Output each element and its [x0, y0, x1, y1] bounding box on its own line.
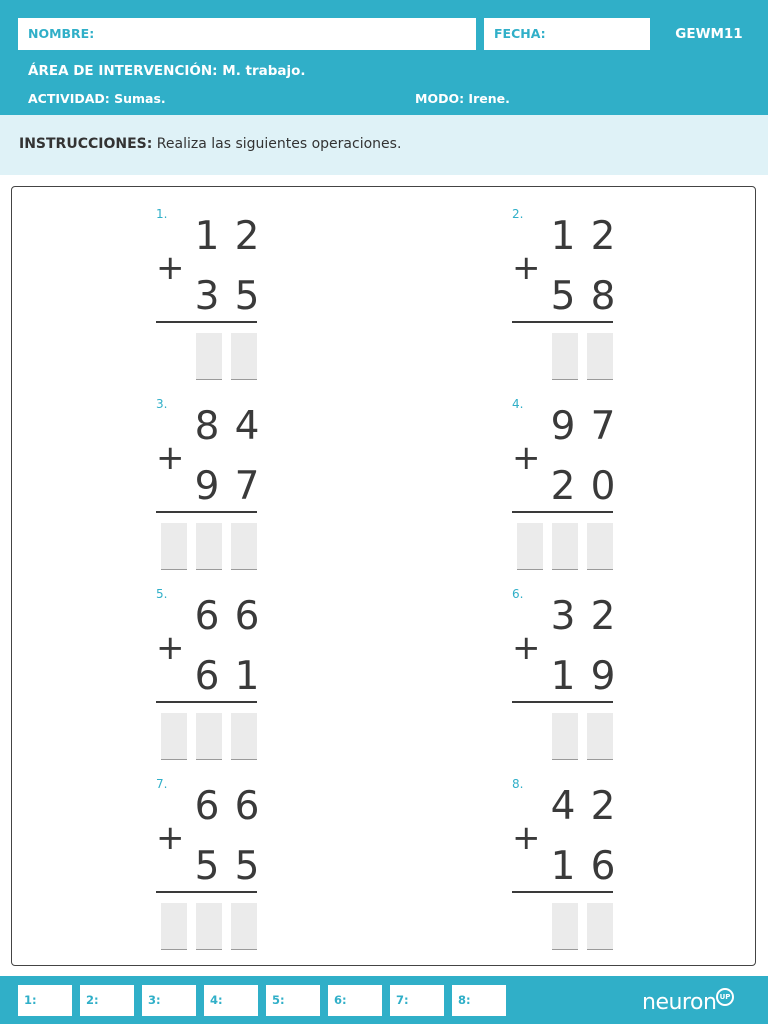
- answer-summary-label: 4:: [210, 993, 223, 1007]
- digit: 9: [194, 464, 220, 509]
- first-addend: [548, 785, 618, 829]
- digit: 1: [550, 214, 576, 259]
- answer-digit-box[interactable]: [161, 713, 187, 760]
- footer-bar: [0, 976, 768, 1024]
- digit: 6: [234, 594, 260, 639]
- digit: 6: [234, 784, 260, 829]
- plus-sign: +: [156, 248, 185, 288]
- exercise-panel: [11, 186, 756, 966]
- answer-digit-box[interactable]: [587, 713, 613, 760]
- fecha-label: FECHA:: [494, 26, 546, 41]
- answer-digit-box[interactable]: [231, 903, 257, 950]
- answer-digit-box[interactable]: [231, 523, 257, 570]
- problem-number: 1.: [156, 207, 168, 221]
- problem-number: 6.: [512, 587, 524, 601]
- answer-digit-box[interactable]: [587, 333, 613, 380]
- answer-boxes: [517, 903, 617, 949]
- answer-summary-label: 3:: [148, 993, 161, 1007]
- digit: 9: [590, 654, 616, 699]
- logo-text: neuron: [642, 990, 717, 1015]
- answer-summary-label: 8:: [458, 993, 471, 1007]
- answer-digit-box[interactable]: [552, 523, 578, 570]
- digit: 6: [194, 654, 220, 699]
- digit: 7: [590, 404, 616, 449]
- second-addend: [192, 655, 262, 699]
- answer-summary-field[interactable]: [390, 985, 444, 1016]
- plus-sign: +: [156, 818, 185, 858]
- sum-line: [156, 701, 257, 703]
- digit: 9: [550, 404, 576, 449]
- answer-boxes: [517, 713, 617, 759]
- second-addend: [548, 655, 618, 699]
- answer-digit-box[interactable]: [196, 523, 222, 570]
- answer-digit-box[interactable]: [196, 713, 222, 760]
- answer-digit-box[interactable]: [196, 903, 222, 950]
- digit: 2: [590, 784, 616, 829]
- addition-problem: [512, 189, 632, 369]
- nombre-label: NOMBRE:: [28, 26, 95, 41]
- digit: 1: [550, 844, 576, 889]
- instructions-text: Realiza las siguientes operaciones.: [152, 136, 402, 152]
- problem-number: 4.: [512, 397, 524, 411]
- second-addend: [192, 465, 262, 509]
- answer-summary-field[interactable]: [18, 985, 72, 1016]
- instructions-bar: [0, 115, 768, 175]
- answer-digit-box[interactable]: [231, 333, 257, 380]
- answer-summary-label: 6:: [334, 993, 347, 1007]
- answer-boxes: [161, 333, 261, 379]
- addition-problem: [156, 379, 276, 559]
- answer-summary-field[interactable]: [266, 985, 320, 1016]
- modo-label: MODO: Irene.: [415, 91, 510, 106]
- instructions-label: INSTRUCCIONES:: [19, 136, 153, 152]
- answer-summary-label: 5:: [272, 993, 285, 1007]
- answer-boxes: [161, 713, 261, 759]
- digit: 3: [550, 594, 576, 639]
- answer-digit-box[interactable]: [587, 903, 613, 950]
- addition-problem: [512, 379, 632, 559]
- plus-sign: +: [512, 248, 541, 288]
- sum-line: [156, 891, 257, 893]
- digit: 5: [234, 274, 260, 319]
- second-addend: [192, 845, 262, 889]
- answer-summary-label: 2:: [86, 993, 99, 1007]
- first-addend: [548, 215, 618, 259]
- plus-sign: +: [512, 628, 541, 668]
- digit: 6: [194, 784, 220, 829]
- digit: 7: [234, 464, 260, 509]
- second-addend: [192, 275, 262, 319]
- digit: 1: [194, 214, 220, 259]
- answer-digit-box[interactable]: [552, 333, 578, 380]
- answer-boxes: [161, 903, 261, 949]
- answer-digit-box[interactable]: [552, 903, 578, 950]
- digit: 2: [590, 214, 616, 259]
- digit: 4: [550, 784, 576, 829]
- digit: 3: [194, 274, 220, 319]
- plus-sign: +: [512, 818, 541, 858]
- answer-boxes: [161, 523, 261, 569]
- second-addend: [548, 275, 618, 319]
- answer-summary-field[interactable]: [452, 985, 506, 1016]
- answer-summary-label: 7:: [396, 993, 409, 1007]
- neuronup-logo: [642, 990, 752, 1020]
- answer-digit-box[interactable]: [231, 713, 257, 760]
- worksheet-code: GEWM11: [675, 26, 743, 42]
- answer-digit-box[interactable]: [587, 523, 613, 570]
- addition-problem: [512, 759, 632, 939]
- header-bar: [0, 0, 768, 115]
- plus-sign: +: [512, 438, 541, 478]
- answer-digit-box[interactable]: [161, 523, 187, 570]
- digit: 2: [590, 594, 616, 639]
- answer-summary-label: 1:: [24, 993, 37, 1007]
- sum-line: [512, 891, 613, 893]
- area-label: ÁREA DE INTERVENCIÓN: M. trabajo.: [28, 63, 306, 79]
- actividad-label: ACTIVIDAD: Sumas.: [28, 91, 166, 106]
- logo-badge: UP: [716, 988, 734, 1006]
- second-addend: [548, 465, 618, 509]
- first-addend: [548, 595, 618, 639]
- first-addend: [192, 595, 262, 639]
- digit: 5: [234, 844, 260, 889]
- addition-problem: [512, 569, 632, 749]
- answer-digit-box[interactable]: [196, 333, 222, 380]
- answer-boxes: [517, 523, 617, 569]
- instructions: [19, 136, 401, 152]
- sum-line: [156, 511, 257, 513]
- answer-summary-field[interactable]: [328, 985, 382, 1016]
- problem-number: 7.: [156, 777, 168, 791]
- addition-problem: [156, 759, 276, 939]
- answer-boxes: [517, 333, 617, 379]
- plus-sign: +: [156, 438, 185, 478]
- first-addend: [192, 215, 262, 259]
- digit: 6: [194, 594, 220, 639]
- digit: 8: [194, 404, 220, 449]
- sum-line: [156, 321, 257, 323]
- second-addend: [548, 845, 618, 889]
- addition-problem: [156, 569, 276, 749]
- answer-digit-box[interactable]: [161, 903, 187, 950]
- digit: 0: [590, 464, 616, 509]
- sum-line: [512, 321, 613, 323]
- first-addend: [548, 405, 618, 449]
- digit: 5: [194, 844, 220, 889]
- digit: 6: [590, 844, 616, 889]
- digit: 1: [234, 654, 260, 699]
- digit: 1: [550, 654, 576, 699]
- problem-number: 5.: [156, 587, 168, 601]
- answer-summary-field[interactable]: [204, 985, 258, 1016]
- problem-number: 2.: [512, 207, 524, 221]
- first-addend: [192, 785, 262, 829]
- answer-summary-field[interactable]: [80, 985, 134, 1016]
- digit: 8: [590, 274, 616, 319]
- problem-number: 8.: [512, 777, 524, 791]
- first-addend: [192, 405, 262, 449]
- answer-summary-field[interactable]: [142, 985, 196, 1016]
- problem-number: 3.: [156, 397, 168, 411]
- digit: 2: [550, 464, 576, 509]
- answer-digit-box[interactable]: [517, 523, 543, 570]
- sum-line: [512, 701, 613, 703]
- fecha-field[interactable]: [484, 18, 650, 50]
- plus-sign: +: [156, 628, 185, 668]
- digit: 5: [550, 274, 576, 319]
- digit: 4: [234, 404, 260, 449]
- sum-line: [512, 511, 613, 513]
- nombre-field[interactable]: [18, 18, 476, 50]
- addition-problem: [156, 189, 276, 369]
- answer-digit-box[interactable]: [552, 713, 578, 760]
- digit: 2: [234, 214, 260, 259]
